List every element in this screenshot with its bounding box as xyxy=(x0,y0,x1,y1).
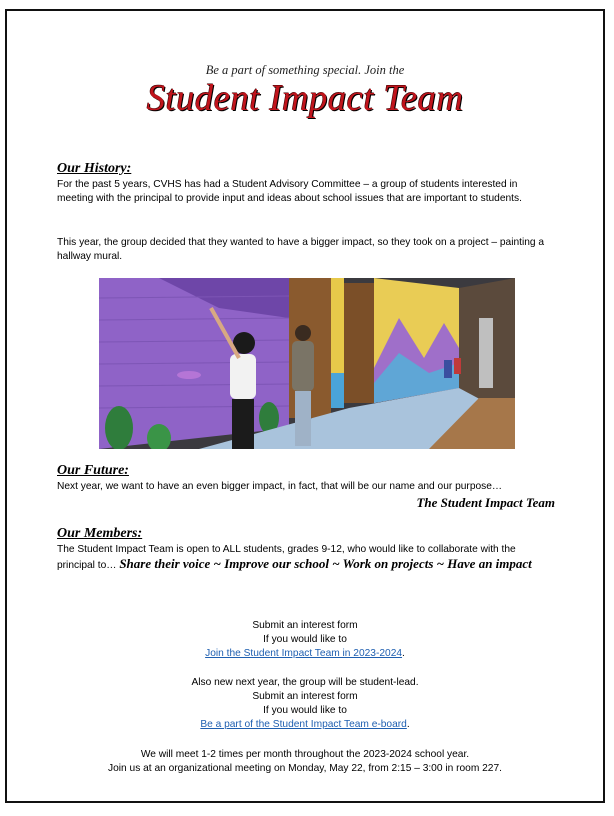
interest-line-3: Submit an interest form xyxy=(252,691,358,702)
meeting-info xyxy=(7,748,603,776)
members-text: The Student Impact Team is open to ALL students, grades 9-12, who would like to collaborate with the principal to… xyxy=(57,544,516,571)
eboard-link[interactable]: Be a part of the Student Impact Team e-board xyxy=(200,719,407,730)
interest-line-2: If you would like to xyxy=(263,634,347,645)
interest-line-4: If you would like to xyxy=(263,705,347,716)
future-heading: Our Future: xyxy=(57,463,129,478)
student-lead-line: Also new next year, the group will be student-lead. xyxy=(191,677,419,688)
mural-illustration xyxy=(99,278,515,449)
history-heading: Our History: xyxy=(57,161,132,176)
future-text: Next year, we want to have an even bigger impact, in fact, that will be our name and our purpose… xyxy=(57,481,503,492)
interest-form-block-1: Submit an interest form If you would like to Join the Student Impact Team in 2023-2024. xyxy=(7,619,603,661)
mural-photo xyxy=(99,278,515,449)
members-paragraph xyxy=(57,543,552,573)
join-team-link[interactable]: Join the Student Impact Team in 2023-2024 xyxy=(205,648,403,659)
members-heading: Our Members: xyxy=(57,526,143,541)
flyer-page xyxy=(5,9,605,803)
interest-line-1: Submit an interest form xyxy=(252,620,358,631)
members-goals: Share their voice ~ Improve our school ~ Work on projects ~ Have an impact xyxy=(119,556,532,571)
history-paragraph-1: For the past 5 years, CVHS has had a Student Advisory Committee – a group of students interested in meeting with the principal to provide input and ideas about school issues that are important to students. xyxy=(57,179,522,204)
meeting-details: Join us at an organizational meeting on Monday, May 22, from 2:15 – 3:00 in room 227. xyxy=(108,763,502,774)
meeting-frequency: We will meet 1-2 times per month throughout the 2023-2024 school year. xyxy=(140,749,470,760)
team-name-callout: The Student Impact Team xyxy=(416,495,555,510)
tagline: Be a part of something special. Join the xyxy=(205,63,405,77)
interest-form-block-2: Also new next year, the group will be student-lead. Submit an interest form If you would like to Be a part of the Student Impact Team e-board. xyxy=(7,676,603,732)
page-title: Student Impact Team xyxy=(146,78,464,119)
history-paragraph-2: This year, the group decided that they wanted to have a bigger impact, so they took on a project – painting a hallway mural. xyxy=(57,237,545,262)
